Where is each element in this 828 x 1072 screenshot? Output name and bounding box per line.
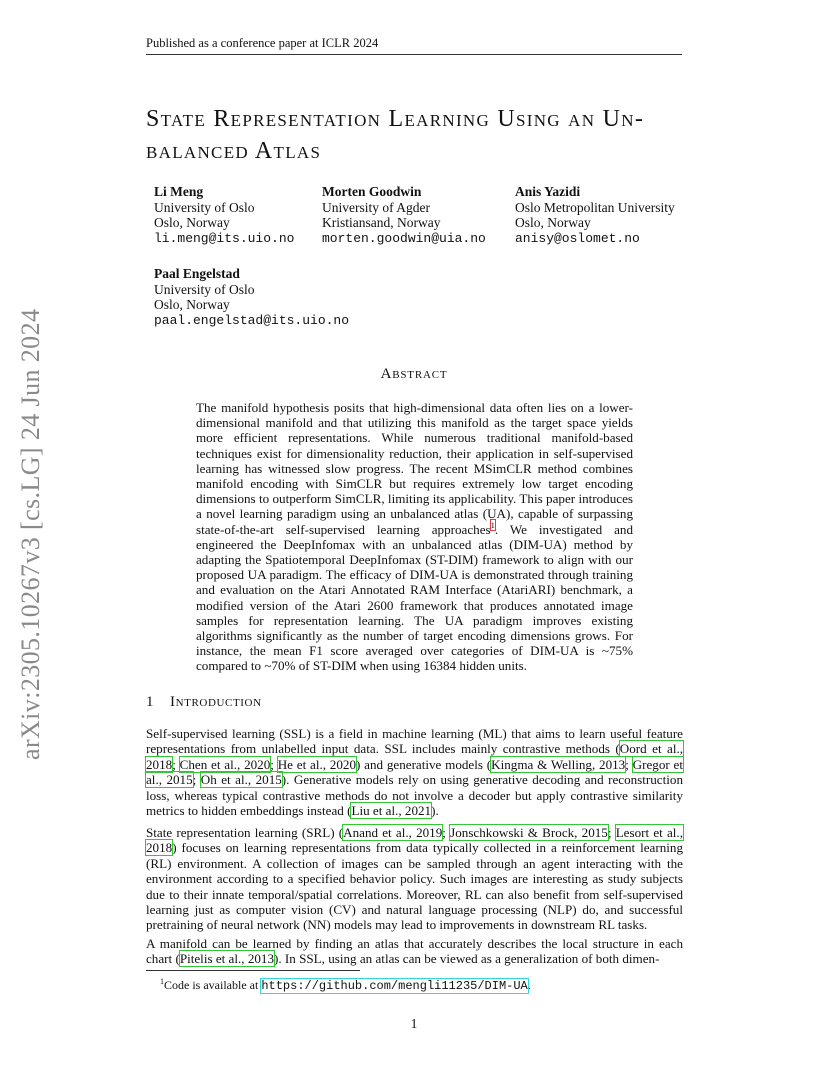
citation-link[interactable]: Oh et al., 2015: [200, 772, 282, 788]
author-location: Oslo, Norway: [515, 215, 591, 231]
footnote-rule: [146, 970, 360, 971]
author-location: Oslo, Norway: [154, 215, 230, 231]
author-email[interactable]: paal.engelstad@its.uio.no: [154, 312, 350, 328]
section-number: 1: [146, 694, 155, 710]
author-location: Kristiansand, Norway: [322, 215, 441, 231]
citation-link[interactable]: Kingma & Welling, 2013: [491, 756, 626, 772]
title-line-2: balanced Atlas: [146, 138, 322, 164]
citation-link[interactable]: Chen et al., 2020: [179, 756, 271, 772]
abstract-text: [196, 400, 633, 674]
author-email[interactable]: morten.goodwin@uia.no: [322, 230, 486, 246]
paragraph-text: ;: [625, 756, 633, 772]
paragraph-text: ;: [442, 825, 451, 840]
running-header: Published as a conference paper at ICLR 2024: [146, 36, 682, 55]
author-email[interactable]: anisy@oslomet.no: [515, 230, 640, 246]
paragraph-text: State representation learning (SRL) (: [146, 825, 344, 840]
citation-link[interactable]: He et al., 2020: [277, 756, 356, 772]
paragraph-text: ) and generative models (: [356, 756, 492, 772]
intro-paragraph-3: [146, 936, 683, 967]
paper-title: [146, 103, 706, 167]
author-name: Paal Engelstad: [154, 266, 240, 281]
arxiv-stamp: arXiv:2305.10267v3 [cs.LG] 24 Jun 2024: [16, 308, 45, 760]
paragraph-text: Self-supervised learning (SSL) is a field in machine learning (ML) that aims to learn useful feature representations from unlabelled input data. SSL includes mainly contrastive methods (: [146, 726, 683, 757]
paragraph-text: ). In SSL, using an atlas can be viewed as a generalization of both dimen-: [274, 951, 660, 967]
citation-link[interactable]: Gregor et al., 2015: [146, 756, 683, 788]
author-name: Anis Yazidi: [515, 184, 581, 199]
intro-paragraph-1: [146, 726, 683, 818]
citation-link[interactable]: Lesort et al., 2018: [146, 825, 683, 856]
footnote-text: Code is available at: [164, 978, 262, 992]
section-heading: [146, 694, 262, 711]
author-block-1: [154, 184, 294, 246]
title-line-1: State Representation Learning Using an Un-: [146, 106, 645, 132]
author-block-4: [154, 266, 349, 328]
abstract-part-a: The manifold hypothesis posits that high-dimensional data often lies on a lower-dimensional manifold and that utilizing this manifold as the target space yields more efficient representations. While numerous traditional manifold-based techniques exist for dimensionality reduction, their application in self-supervised learning has witnessed slow progress. The recent MSimCLR method combines manifold encoding with SimCLR but requires extremely low target encoding dimensions to outperform SimCLR, limiting its applicability. This paper introduces a novel learning paradigm using an unbalanced atlas (UA), capable of surpassing state-of-the-art self-supervised learning approaches: [196, 400, 633, 537]
intro-paragraph-2: [146, 825, 683, 933]
paragraph-text: ) focuses on learning representations from data typically collected in a reinforcement learning (RL) environment. A collection of images can be sampled through an agent interacting with the environment according to a specified behavior policy. Such images are interesting as study subjects due to their innate temporal/spatial correlations. Moreover, RL can also benefit from self-supervised learning just as computer vision (CV) and natural language processing (NLP) do, and successful pretraining of neural network (NN) models may lead to improvements in downstream RL tasks.: [146, 840, 683, 933]
author-affiliation: University of Oslo: [154, 281, 255, 297]
author-block-2: [322, 184, 486, 246]
page-number: 1: [410, 1016, 418, 1031]
author-affiliation: Oslo Metropolitan University: [515, 199, 675, 215]
footnote-mark: 1: [160, 977, 164, 986]
citation-link[interactable]: Pitelis et al., 2013: [179, 951, 275, 967]
citation-link[interactable]: Liu et al., 2021: [351, 803, 432, 819]
author-name: Morten Goodwin: [322, 184, 422, 199]
paragraph-text: ).: [431, 803, 439, 819]
code-url-link[interactable]: https://github.com/mengli11235/DIM-UA: [261, 979, 528, 993]
paragraph-text: ). Generative models rely on using generative decoding and reconstruction loss, whereas typical contrastive methods do not involve a decoder but apply contrastive similarity metrics to hidden embeddings instead (: [146, 772, 683, 819]
author-affiliation: University of Oslo: [154, 199, 255, 215]
author-block-3: [515, 184, 675, 246]
citation-link[interactable]: Jonschkowski & Brock, 2015: [450, 825, 608, 840]
paragraph-text: ;: [172, 756, 180, 772]
citation-link[interactable]: Anand et al., 2019: [343, 825, 443, 840]
author-location: Oslo, Norway: [154, 297, 230, 313]
paragraph-text: ;: [607, 825, 616, 840]
section-title: Introduction: [170, 694, 262, 710]
author-email[interactable]: li.meng@its.uio.no: [154, 230, 295, 246]
author-affiliation: University of Agder: [322, 199, 430, 215]
paragraph-text: A manifold can be learned by finding an atlas that accurately describes the local structure in each chart (: [146, 936, 683, 967]
abstract-heading: Abstract: [380, 366, 448, 382]
footnote-end: .: [527, 978, 531, 992]
footnote: [160, 975, 700, 993]
paragraph-text: ;: [270, 756, 278, 772]
citation-link[interactable]: Oord et al., 2018: [146, 741, 684, 772]
footnote-ref-link[interactable]: 1: [490, 520, 495, 531]
abstract-part-b: . We investigated and engineered the DeepInfomax with an unbalanced atlas (DIM-UA) method by adapting the Spatiotemporal DeepInfomax (ST-DIM) framework to align with our proposed UA paradigm. The efficacy of DIM-UA is demonstrated through training and evaluation on the Atari Annotated RAM Interface (AtariARI) benchmark, a modified version of the Atari 2600 framework that produces annotated image samples for representation learning. The UA paradigm improves existing algorithms significantly as the number of target encoding dimensions grows. For instance, the mean F1 score averaged over categories of DIM-UA is ~75% compared to ~70% of ST-DIM when using 16384 hidden units.: [196, 521, 634, 674]
author-name: Li Meng: [154, 184, 204, 199]
paragraph-text: ;: [192, 772, 201, 788]
